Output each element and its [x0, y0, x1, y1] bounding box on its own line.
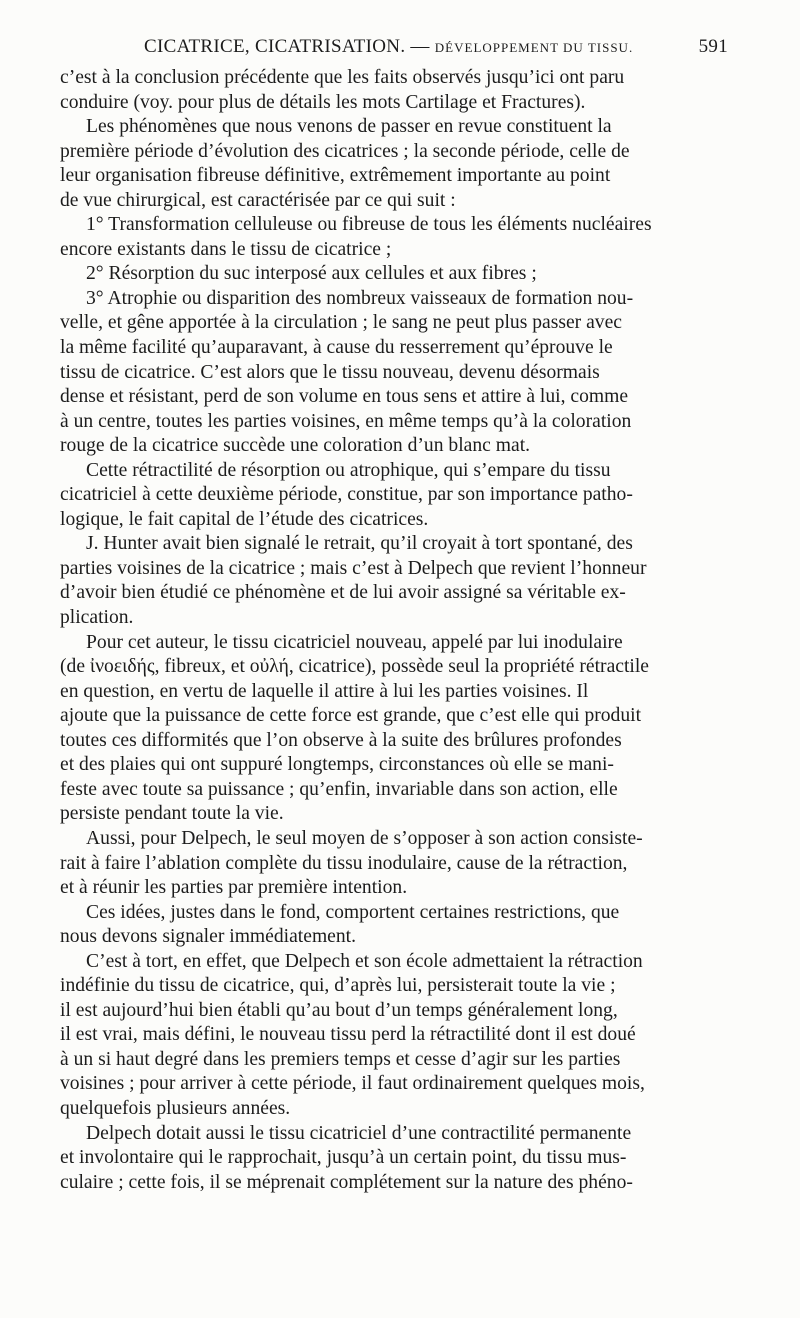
paragraph: Ces idées, justes dans le fond, comportent certaines restrictions, que nous devons signaler immédiatement. — [60, 901, 620, 948]
running-head-subtitle: DÉVELOPPEMENT DU TISSU. — [434, 40, 634, 55]
page-number: 591 — [698, 36, 728, 57]
running-head-title — [144, 36, 633, 58]
paragraph: Aussi, pour Delpech, le seul moyen de s’opposer à son action consiste- rait à faire l’ablation complète du tissu inodulaire, cause de la rétraction, et à réunir les parties par première intention. — [60, 827, 643, 899]
paragraph: Pour cet auteur, le tissu cicatriciel nouveau, appelé par lui inodulaire (de ἰνοειδής, fibreux, et οὐλή, cicatrice), possède seul la propriété rétractile en question, en vertu de laquelle il attire à lui les parties voisines. Il ajoute que la puissance de cette force est grande, que c’est elle qui produit toutes ces difformités que l’on observe à la suite des brûlures profondes et des plaies qui ont suppuré longtemps, circonstances où elle se mani- feste avec toute sa puissance ; qu’enfin, invariable dans son action, elle persiste pendant toute la vie. — [60, 631, 649, 825]
running-head-main: CICATRICE, CICATRISATION. — — [144, 36, 430, 57]
paragraph: J. Hunter avait bien signalé le retrait, qu’il croyait à tort spontané, des parties voisines de la cicatrice ; mais c’est à Delpech que revient l’honneur d’avoir bien étudié ce phénomène et de lui avoir assigné sa véritable ex- plication. — [60, 533, 647, 629]
paragraph-continued: c’est à la conclusion précédente que les faits observés jusqu’ici ont paru conduire (voy. pour plus de détails les mots Cartilage et Fractures). — [60, 67, 625, 113]
paragraph: Cette rétractilité de résorption ou atrophique, qui s’empare du tissu cicatriciel à cette deuxième période, constitue, par son importance patho- logique, le fait capital de l’étude des cicatrices. — [60, 459, 633, 530]
page — [60, 36, 728, 1195]
paragraph: C’est à tort, en effet, que Delpech et son école admettaient la rétraction indéfinie du tissu de cicatrice, qui, d’après lui, persisterait toute la vie ; il est aujourd’hui bien établi qu’au bout d’un temps généralement long, il est vrai, mais défini, le nouveau tissu perd la rétractilité dont il est doué à un si haut degré dans les premiers temps et cesse d’agir sur les parties voisines ; pour arriver à cette période, il faut ordinairement quelques mois, quelquefois plusieurs années. — [60, 950, 645, 1119]
list-item-1: 1° Transformation celluleuse ou fibreuse de tous les éléments nucléaires encore existants dans le tissu de cicatrice ; — [60, 214, 652, 260]
paragraph: Delpech dotait aussi le tissu cicatriciel d’une contractilité permanente et involontaire qui le rapprochait, jusqu’à un certain point, du tissu mus- culaire ; cette fois, il se méprenait complétement sur la nature des phéno- — [60, 1122, 633, 1193]
running-head — [60, 36, 728, 66]
paragraph: Les phénomènes que nous venons de passer en revue constituent la première période d’évolution des cicatrices ; la seconde période, celle de leur organisation fibreuse définitive, extrêmement importante au point de vue chirurgical, est caractérisée par ce qui suit : — [60, 116, 630, 211]
list-item-3: 3° Atrophie ou disparition des nombreux vaisseaux de formation nou- velle, et gêne apportée à la circulation ; le sang ne peut plus passer avec la même facilité qu’auparavant, à cause du resserrement qu’éprouve le tissu de cicatrice. C’est alors que le tissu nouveau, devenu désormais dense et résistant, perd de son volume en tous sens et attire à lui, comme à un centre, toutes les parties voisines, en même temps qu’à la coloration rouge de la cicatrice succède une coloration d’un blanc mat. — [60, 287, 634, 457]
body-text — [60, 66, 728, 1195]
list-item-2: 2° Résorption du suc interposé aux cellules et aux fibres ; — [86, 263, 537, 285]
